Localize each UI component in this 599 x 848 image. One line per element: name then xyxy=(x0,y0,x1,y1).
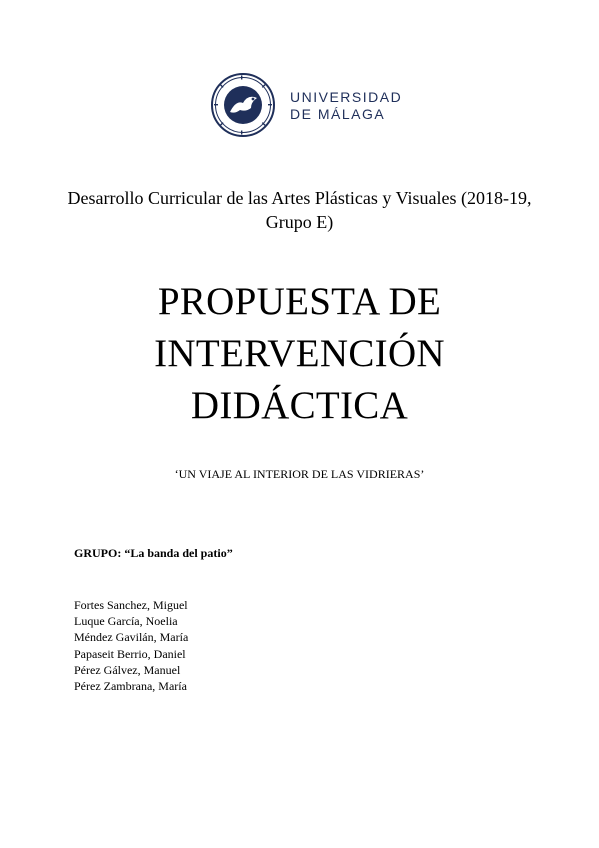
project-subtitle: ‘UN VIAJE AL INTERIOR DE LAS VIDRIERAS’ xyxy=(174,467,425,481)
member-item: Pérez Gálvez, Manuel xyxy=(74,662,181,677)
member-list xyxy=(74,597,188,694)
main-title-line3: DIDÁCTICA xyxy=(190,384,409,427)
university-name xyxy=(290,89,402,123)
member-item: Fortes Sanchez, Miguel xyxy=(74,598,188,612)
member-item: Pérez Zambrana, María xyxy=(74,679,187,694)
group-label: GRUPO: “La banda del patio” xyxy=(74,546,233,560)
main-title-line1: PROPUESTA DE xyxy=(157,280,442,323)
member-item: Papaseit Berrio, Daniel xyxy=(74,646,186,661)
member-item: Luque García, Noelia xyxy=(74,614,178,629)
member-item: Méndez Gavilán, María xyxy=(74,630,189,645)
university-logo xyxy=(210,72,403,140)
main-title xyxy=(40,276,559,432)
university-name-line1: UNIVERSIDAD xyxy=(290,89,403,105)
university-name-line2: DE MÁLAGA xyxy=(290,106,386,122)
course-title: Desarrollo Curricular de las Artes Plásticas y Visuales (2018-19, Grupo E) xyxy=(67,188,532,232)
main-title-line2: INTERVENCIÓN xyxy=(154,332,445,375)
university-seal-icon xyxy=(210,72,276,138)
